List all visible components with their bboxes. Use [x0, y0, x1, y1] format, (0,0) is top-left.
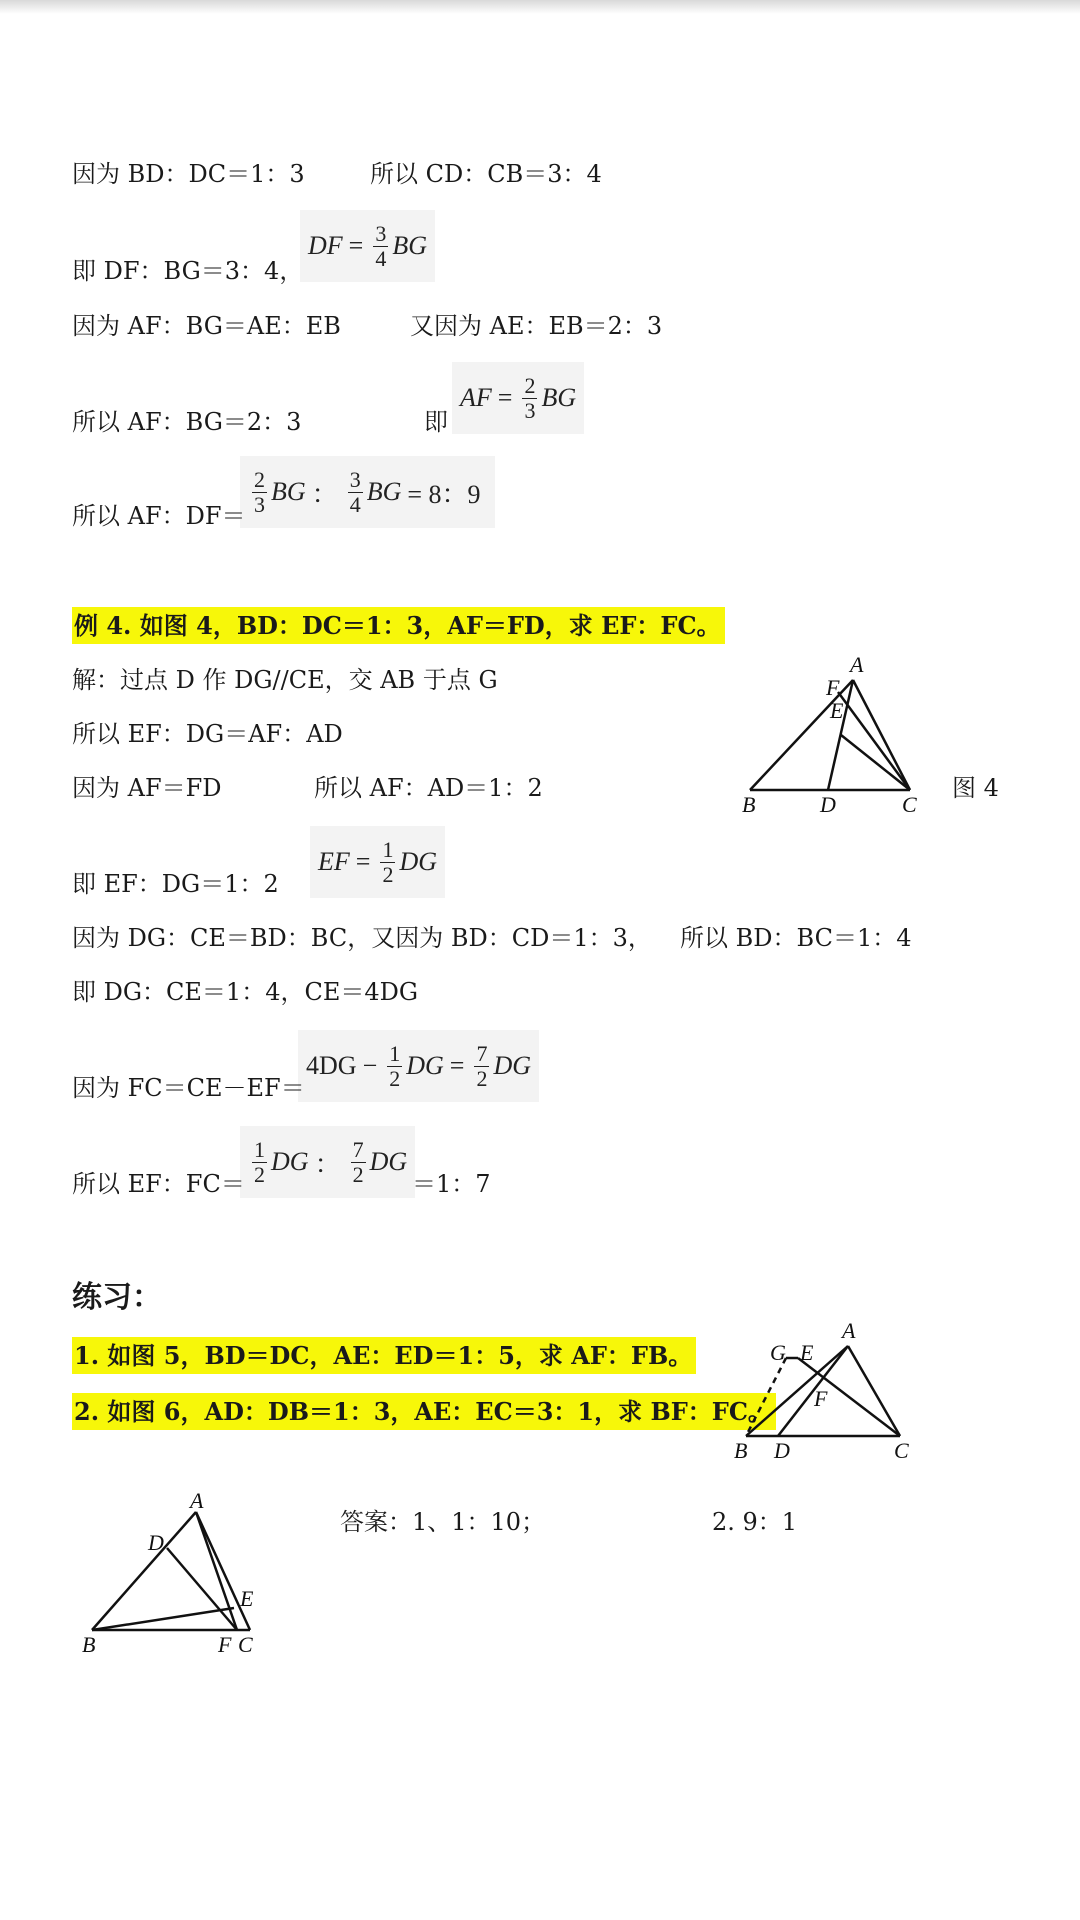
- top-shadow-bar: [0, 0, 1080, 14]
- text-line: ＝1：7: [412, 1170, 491, 1198]
- formula-af-df-ratio: $\frac{2}{3}$ BG ： $\frac{3}{4}$ BG = 8：9: [240, 456, 495, 528]
- formula-fc-eq: 4DG − $\frac{1}{2}$ DG = $\frac{7}{2}$ DG: [298, 1030, 539, 1102]
- text-line: 所以 BD：BC＝1：4: [680, 924, 912, 952]
- formula-ef-fc-ratio: $\frac{1}{2}$ DG ： $\frac{7}{2}$ DG: [240, 1126, 415, 1198]
- text-line: 因为 FC＝CE－EF＝: [72, 1074, 305, 1102]
- svg-text:C: C: [902, 792, 917, 817]
- svg-text:D: D: [148, 1530, 164, 1555]
- svg-text:A: A: [190, 1490, 204, 1513]
- practice-problem-1: 1. 如图 5，BD＝DC，AE：ED＝1：5，求 AF：FB。: [72, 1340, 696, 1372]
- svg-text:F: F: [218, 1632, 232, 1657]
- svg-text:C: C: [238, 1632, 253, 1657]
- practice-problem-2: 2. 如图 6，AD：DB＝1：3，AE：EC＝3：1，求 BF：FC。: [72, 1396, 776, 1428]
- text-line: 因为 BD：DC＝1：3: [72, 160, 305, 188]
- text-line: 所以 AF：BG＝2：3: [72, 408, 302, 436]
- formula-ef-eq: EF = $\frac{1}{2}$ DG: [310, 826, 445, 898]
- text-line: 所以 AF：DF＝: [72, 502, 246, 530]
- text-line: 所以 EF：DG＝AF：AD: [72, 720, 343, 748]
- text-line: 即: [424, 408, 448, 436]
- formula-df-eq: DF = $\frac{3}{4}$ BG: [300, 210, 435, 282]
- svg-text:D: D: [820, 792, 836, 817]
- svg-text:A: A: [842, 1318, 856, 1343]
- svg-text:C: C: [894, 1438, 909, 1463]
- svg-text:G: G: [770, 1340, 786, 1365]
- text-line: 所以 AF：AD＝1：2: [314, 774, 543, 802]
- svg-text:F: F: [826, 675, 840, 700]
- figure-4-diagram: [730, 650, 930, 820]
- svg-text:F: F: [814, 1386, 828, 1411]
- figure-4-caption: 图 4: [952, 774, 999, 802]
- answer-2: 2. 9：1: [712, 1508, 798, 1536]
- text-line: 因为 DG：CE＝BD：BC，又因为 BD：CD＝1：3，: [72, 924, 652, 952]
- svg-text:E: E: [800, 1340, 814, 1365]
- answer-1: 答案：1、1：10；: [340, 1508, 546, 1536]
- text-line: 因为 AF＝FD: [72, 774, 222, 802]
- svg-text:B: B: [734, 1438, 748, 1463]
- svg-text:A: A: [850, 652, 864, 677]
- text-line: 即 DF：BG＝3：4，: [72, 257, 304, 285]
- text-line: 所以 CD：CB＝3：4: [370, 160, 602, 188]
- text-line: 所以 EF：FC＝: [72, 1170, 245, 1198]
- text-line: 即 EF：DG＝1：2: [72, 870, 279, 898]
- svg-text:B: B: [82, 1632, 96, 1657]
- text-line: 又因为 AE：EB＝2：3: [410, 312, 663, 340]
- figure-5-diagram: [728, 1316, 928, 1466]
- text-line: 解：过点 D 作 DG//CE，交 AB 于点 G: [72, 666, 498, 694]
- practice-heading: 练习：: [72, 1280, 162, 1315]
- formula-af-eq: AF = $\frac{2}{3}$ BG: [452, 362, 584, 434]
- text-line: 因为 AF：BG＝AE：EB: [72, 312, 341, 340]
- svg-text:D: D: [774, 1438, 790, 1463]
- text-line: 即 DG：CE＝1：4，CE＝4DG: [72, 978, 419, 1006]
- figure-6-diagram: [72, 1490, 282, 1660]
- svg-text:E: E: [830, 698, 844, 723]
- svg-text:E: E: [240, 1586, 254, 1611]
- example-4-title: 例 4. 如图 4，BD：DC＝1：3，AF＝FD，求 EF：FC。: [72, 610, 725, 642]
- svg-text:B: B: [742, 792, 756, 817]
